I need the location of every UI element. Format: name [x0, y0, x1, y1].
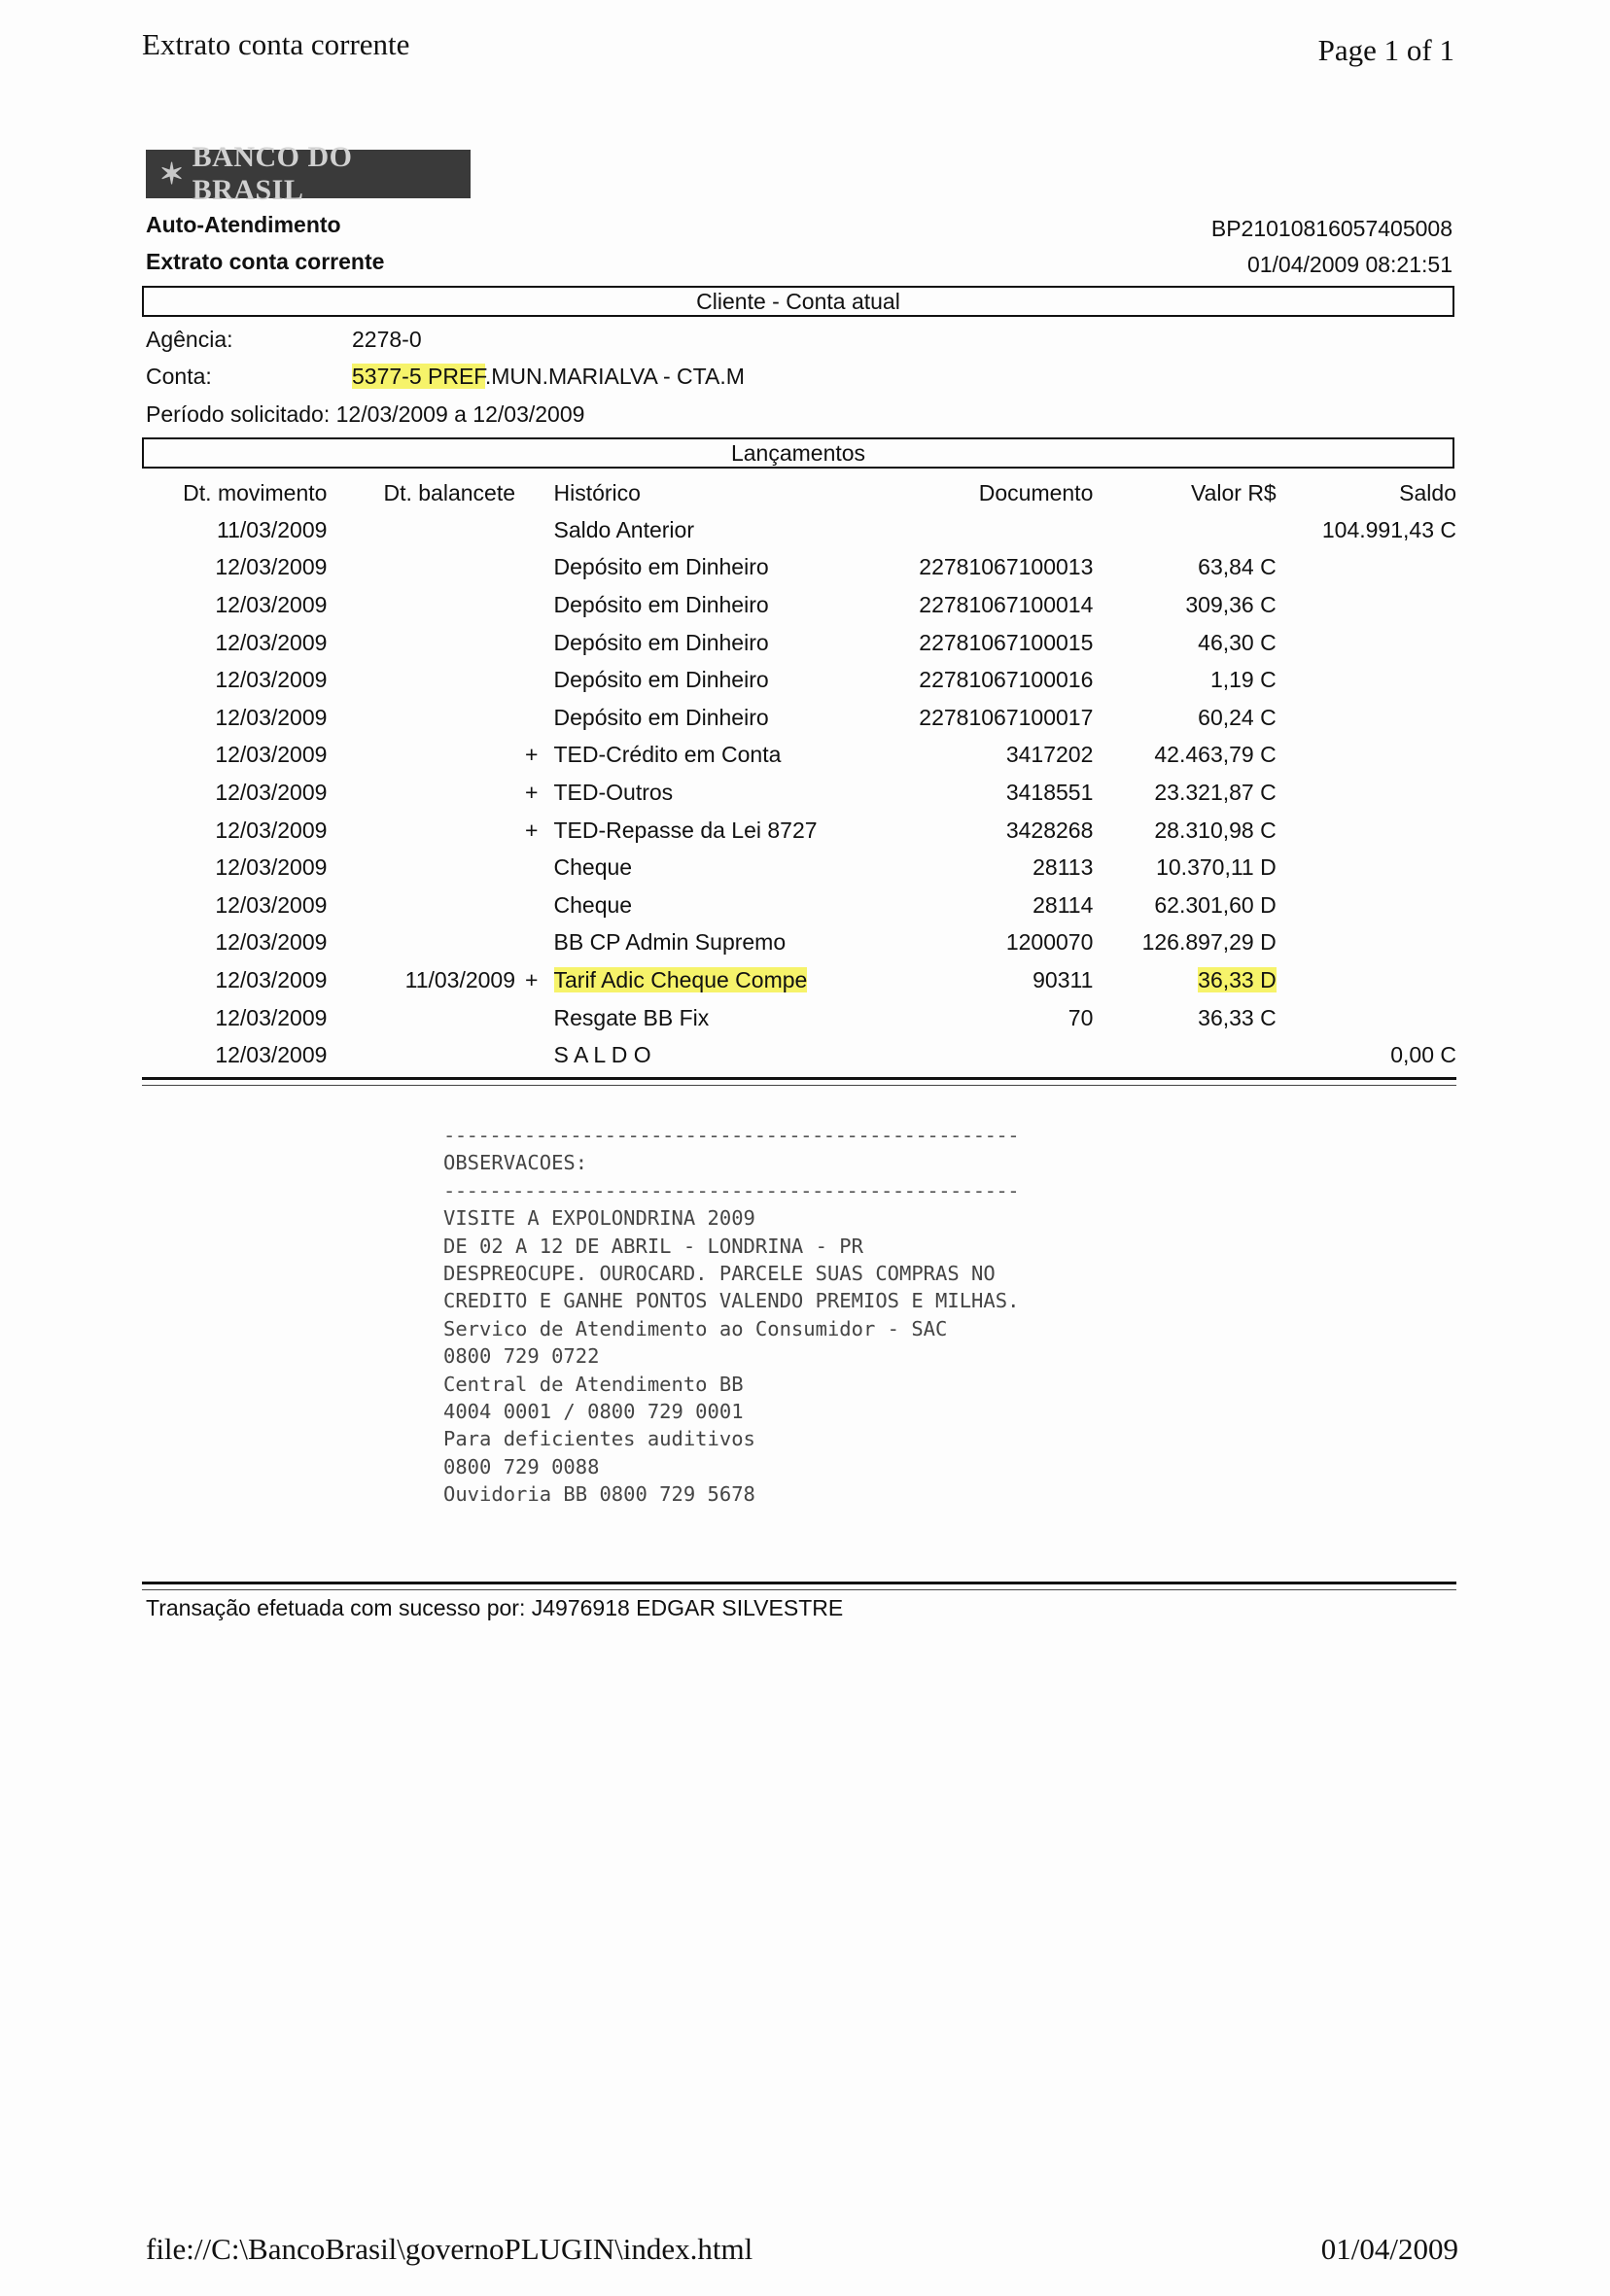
cell-dt-movimento-text: 12/03/2009 [215, 966, 328, 992]
cell-historico [548, 661, 900, 699]
cell-historico [548, 999, 900, 1037]
cell-saldo [1277, 961, 1456, 999]
cell-documento [900, 961, 1094, 999]
cell-dt-balancete [327, 624, 515, 662]
periodo-label: Período solicitado: [146, 401, 331, 427]
table-row [142, 961, 1456, 999]
statement-title: Extrato conta corrente [146, 249, 385, 274]
cell-historico-text: Depósito em Dinheiro [553, 667, 769, 693]
browser-print-date: 01/04/2009 [1320, 2232, 1458, 2266]
cell-dt-movimento [142, 999, 327, 1037]
obs-line: VISITE A EXPOLONDRINA 2009 [443, 1206, 755, 1231]
cell-dt-movimento [142, 924, 327, 962]
cell-dt-movimento-text: 12/03/2009 [215, 891, 328, 918]
cell-saldo [1277, 887, 1456, 924]
cell-saldo [1277, 624, 1456, 662]
cell-historico [548, 887, 900, 924]
table-row [142, 999, 1456, 1037]
cell-documento [900, 924, 1094, 962]
table-row [142, 661, 1456, 699]
cell-dt-movimento [142, 887, 327, 924]
cell-valor-text: 1,19 C [1209, 667, 1277, 693]
cell-documento [900, 586, 1094, 624]
cell-dt-balancete [327, 999, 515, 1037]
cell-dt-movimento [142, 737, 327, 775]
cell-dt-balancete [327, 924, 515, 962]
cell-sign [515, 661, 547, 699]
cell-documento-text: 22781067100017 [919, 704, 1094, 730]
cell-documento-text: 22781067100016 [919, 667, 1094, 693]
cell-dt-balancete [327, 737, 515, 775]
cell-sign-text: + [525, 742, 539, 768]
cell-historico-text: Tarif Adic Cheque Compe [553, 966, 808, 992]
cell-dt-balancete [327, 549, 515, 587]
cell-historico [548, 774, 900, 812]
cell-valor-text: 28.310,98 C [1154, 817, 1277, 843]
cell-dt-movimento-text: 12/03/2009 [215, 929, 328, 956]
cell-dt-movimento [142, 774, 327, 812]
cell-historico [548, 624, 900, 662]
cell-documento [900, 661, 1094, 699]
table-row [142, 549, 1456, 587]
cell-sign-text: + [525, 966, 539, 992]
cell-documento-text: 22781067100015 [919, 629, 1094, 655]
cell-saldo-text: 0,00 C [1390, 1042, 1456, 1068]
cell-valor-text: 60,24 C [1198, 704, 1277, 730]
cell-saldo-text: 104.991,43 C [1321, 516, 1456, 542]
cell-sign [515, 624, 547, 662]
cell-dt-balancete [327, 661, 515, 699]
cell-valor [1093, 624, 1276, 662]
cell-dt-movimento [142, 961, 327, 999]
cell-valor [1093, 924, 1276, 962]
cell-dt-movimento-text: 12/03/2009 [215, 779, 328, 805]
agencia-value: 2278-0 [352, 327, 422, 352]
cell-documento [900, 737, 1094, 775]
table-row [142, 624, 1456, 662]
footer-rule [142, 1582, 1456, 1590]
cell-saldo [1277, 549, 1456, 587]
cell-dt-movimento-text: 12/03/2009 [215, 591, 328, 617]
cell-documento [900, 849, 1094, 887]
cell-valor [1093, 961, 1276, 999]
statement-timestamp: 01/04/2009 08:21:51 [1246, 252, 1452, 277]
browser-page-title: Extrato conta corrente [142, 27, 410, 61]
cell-documento-text: 70 [1068, 1004, 1094, 1030]
cell-saldo [1277, 812, 1456, 850]
cell-historico [548, 737, 900, 775]
cell-historico-text: Depósito em Dinheiro [553, 629, 769, 655]
obs-line: 0800 729 0088 [443, 1454, 600, 1478]
cell-valor [1093, 1036, 1276, 1074]
cell-valor-text: 62.301,60 D [1154, 891, 1277, 918]
cell-sign [515, 999, 547, 1037]
table-row [142, 887, 1456, 924]
cell-historico [548, 924, 900, 962]
obs-line: DE 02 A 12 DE ABRIL - LONDRINA - PR [443, 1234, 863, 1258]
cell-valor-text: 42.463,79 C [1154, 742, 1277, 768]
cell-dt-movimento [142, 1036, 327, 1074]
cell-saldo [1277, 737, 1456, 775]
cell-historico-text: TED-Outros [553, 779, 674, 805]
bank-logo-text: BANCO DO BRASIL [192, 141, 353, 206]
transaction-confirmation: Transação efetuada com sucesso por: J4976918 EDGAR SILVESTRE [146, 1595, 844, 1620]
col-historico: Histórico [553, 479, 641, 505]
cell-sign [515, 699, 547, 737]
table-row [142, 586, 1456, 624]
cell-dt-balancete [327, 887, 515, 924]
cell-valor [1093, 849, 1276, 887]
cell-valor [1093, 999, 1276, 1037]
cell-documento-text: 28113 [1032, 854, 1094, 881]
cell-dt-movimento-text: 12/03/2009 [215, 667, 328, 693]
cell-documento [900, 999, 1094, 1037]
cell-sign [515, 774, 547, 812]
obs-line: 0800 729 0722 [443, 1344, 600, 1369]
cell-documento [900, 511, 1094, 549]
cell-valor-text: 309,36 C [1185, 591, 1277, 617]
table-row [142, 737, 1456, 775]
cell-documento [900, 1036, 1094, 1074]
cell-historico-text: Depósito em Dinheiro [553, 704, 769, 730]
cell-valor [1093, 549, 1276, 587]
entries-table [142, 474, 1456, 1074]
col-dt-movimento: Dt. movimento [183, 479, 328, 505]
cell-valor [1093, 774, 1276, 812]
cell-documento-text: 1200070 [1005, 929, 1094, 956]
cell-historico-text: S A L D O [553, 1042, 651, 1068]
entries-section-header: Lançamentos [142, 437, 1454, 469]
periodo-value: 12/03/2009 a 12/03/2009 [335, 401, 585, 427]
cell-dt-balancete [327, 812, 515, 850]
cell-saldo [1277, 661, 1456, 699]
cell-saldo [1277, 1036, 1456, 1074]
conta-row [146, 364, 745, 390]
table-row [142, 812, 1456, 850]
cell-historico [548, 961, 900, 999]
cell-dt-movimento [142, 586, 327, 624]
cell-documento-text: 90311 [1032, 966, 1094, 992]
col-documento: Documento [978, 479, 1094, 505]
cell-historico-text: TED-Repasse da Lei 8727 [553, 817, 818, 843]
conta-value-rest: .MUN.MARIALVA - CTA.M [484, 364, 745, 389]
cell-historico-text: Saldo Anterior [553, 516, 694, 542]
cell-documento [900, 624, 1094, 662]
cell-dt-movimento-text: 12/03/2009 [215, 854, 328, 881]
col-dt-balancete: Dt. balancete [383, 479, 516, 505]
cell-dt-balancete [327, 774, 515, 812]
cell-dt-movimento-text: 12/03/2009 [215, 1004, 328, 1030]
cell-dt-movimento-text: 12/03/2009 [215, 817, 328, 843]
cell-sign [515, 924, 547, 962]
obs-line: Para deficientes auditivos [443, 1427, 755, 1451]
obs-separator-top: -------------------------------------------------- [443, 1124, 1020, 1147]
obs-line: CREDITO E GANHE PONTOS VALENDO PREMIOS E MILHAS. [443, 1289, 1020, 1313]
cell-historico-text: Cheque [553, 891, 633, 918]
cell-historico [548, 511, 900, 549]
cell-sign-text: + [525, 817, 539, 843]
cell-sign [515, 1036, 547, 1074]
cell-dt-balancete-text: 11/03/2009 [404, 966, 516, 992]
col-saldo: Saldo [1399, 479, 1456, 505]
table-bottom-rule [142, 1077, 1456, 1086]
service-name: Auto-Atendimento [146, 212, 341, 237]
conta-label: Conta: [146, 364, 212, 389]
table-row [142, 699, 1456, 737]
cell-dt-balancete [327, 961, 515, 999]
col-sign [515, 474, 547, 511]
cell-dt-movimento [142, 624, 327, 662]
cell-documento-text: 28114 [1032, 891, 1094, 918]
cell-historico [548, 549, 900, 587]
entries-header-row [142, 474, 1456, 511]
obs-line: DESPREOCUPE. OUROCARD. PARCELE SUAS COMPRAS NO [443, 1262, 996, 1286]
agencia-row [146, 327, 422, 353]
cell-sign [515, 737, 547, 775]
cell-valor [1093, 737, 1276, 775]
cell-historico-text: BB CP Admin Supremo [553, 929, 787, 956]
agencia-label: Agência: [146, 327, 233, 352]
cell-dt-movimento [142, 549, 327, 587]
cell-documento [900, 699, 1094, 737]
obs-line: 4004 0001 / 0800 729 0001 [443, 1400, 744, 1424]
cell-historico [548, 812, 900, 850]
cell-valor [1093, 511, 1276, 549]
cell-documento-text: 3428268 [1005, 817, 1094, 843]
cell-historico-text: Cheque [553, 854, 633, 881]
cell-documento [900, 812, 1094, 850]
cell-saldo [1277, 511, 1456, 549]
cell-valor [1093, 661, 1276, 699]
cell-valor-text: 126.897,29 D [1141, 929, 1277, 956]
cell-dt-movimento-text: 12/03/2009 [215, 704, 328, 730]
obs-line: Ouvidoria BB 0800 729 5678 [443, 1482, 755, 1507]
cell-documento-text: 3417202 [1005, 742, 1094, 768]
col-valor: Valor R$ [1190, 479, 1277, 505]
cell-valor-text: 10.370,11 D [1156, 854, 1277, 881]
cell-valor [1093, 586, 1276, 624]
cell-valor [1093, 699, 1276, 737]
cell-dt-movimento-text: 11/03/2009 [217, 516, 328, 542]
cell-dt-movimento [142, 699, 327, 737]
table-row [142, 849, 1456, 887]
cell-dt-movimento-text: 12/03/2009 [215, 554, 328, 580]
cell-dt-balancete [327, 586, 515, 624]
cell-valor-text: 23.321,87 C [1154, 779, 1277, 805]
cell-historico [548, 699, 900, 737]
conta-value-highlighted: 5377-5 PREF [352, 364, 485, 389]
table-row [142, 774, 1456, 812]
client-section-header: Cliente - Conta atual [142, 286, 1454, 317]
observations-block [443, 1122, 1019, 1509]
cell-valor [1093, 887, 1276, 924]
obs-line: Central de Atendimento BB [443, 1372, 744, 1396]
obs-title: OBSERVACOES: [443, 1151, 588, 1175]
periodo-row [146, 401, 584, 428]
bank-logo [146, 141, 471, 206]
page-indicator: Page 1 of 1 [1317, 33, 1454, 67]
cell-dt-balancete [327, 849, 515, 887]
cell-sign [515, 849, 547, 887]
cell-dt-movimento-text: 12/03/2009 [215, 629, 328, 655]
cell-sign [515, 961, 547, 999]
cell-sign [515, 586, 547, 624]
cell-sign [515, 887, 547, 924]
obs-line: Servico de Atendimento ao Consumidor - SAC [443, 1316, 948, 1340]
protocol-number: BP21010816057405008 [1210, 216, 1452, 241]
cell-documento-text: 22781067100013 [919, 554, 1094, 580]
cell-valor-text: 36,33 C [1198, 1004, 1277, 1030]
table-row [142, 511, 1456, 549]
cell-documento-text: 3418551 [1005, 779, 1094, 805]
cell-saldo [1277, 924, 1456, 962]
cell-historico-text: Depósito em Dinheiro [553, 591, 769, 617]
entries-body [142, 511, 1456, 1074]
cell-valor [1093, 812, 1276, 850]
table-row [142, 1036, 1456, 1074]
cell-dt-movimento [142, 849, 327, 887]
obs-separator-bottom: -------------------------------------------------- [443, 1178, 1020, 1202]
cell-historico-text: TED-Crédito em Conta [553, 742, 782, 768]
cell-dt-movimento [142, 812, 327, 850]
cell-sign [515, 812, 547, 850]
cell-sign-text: + [525, 779, 539, 805]
cell-saldo [1277, 849, 1456, 887]
cell-documento [900, 887, 1094, 924]
cell-saldo [1277, 999, 1456, 1037]
cell-valor-text: 63,84 C [1198, 554, 1277, 580]
cell-documento-text: 22781067100014 [919, 591, 1094, 617]
cell-sign [515, 549, 547, 587]
cell-dt-balancete [327, 699, 515, 737]
cell-saldo [1277, 586, 1456, 624]
cell-dt-balancete [327, 1036, 515, 1074]
cell-historico-text: Resgate BB Fix [553, 1004, 710, 1030]
bank-logo-icon: ✶ [159, 157, 185, 191]
cell-saldo [1277, 774, 1456, 812]
cell-dt-movimento-text: 12/03/2009 [215, 1042, 328, 1068]
cell-valor-text: 46,30 C [1198, 629, 1277, 655]
cell-historico-text: Depósito em Dinheiro [553, 554, 769, 580]
cell-valor-text: 36,33 D [1198, 966, 1277, 992]
browser-file-path: file://C:\BancoBrasil\governoPLUGIN\index.html [146, 2232, 753, 2266]
cell-dt-movimento [142, 661, 327, 699]
cell-historico [548, 586, 900, 624]
cell-documento [900, 774, 1094, 812]
cell-documento [900, 549, 1094, 587]
cell-sign [515, 511, 547, 549]
cell-saldo [1277, 699, 1456, 737]
cell-historico [548, 849, 900, 887]
cell-dt-movimento [142, 511, 327, 549]
cell-dt-movimento-text: 12/03/2009 [215, 742, 328, 768]
cell-historico [548, 1036, 900, 1074]
cell-dt-balancete [327, 511, 515, 549]
table-row [142, 924, 1456, 962]
